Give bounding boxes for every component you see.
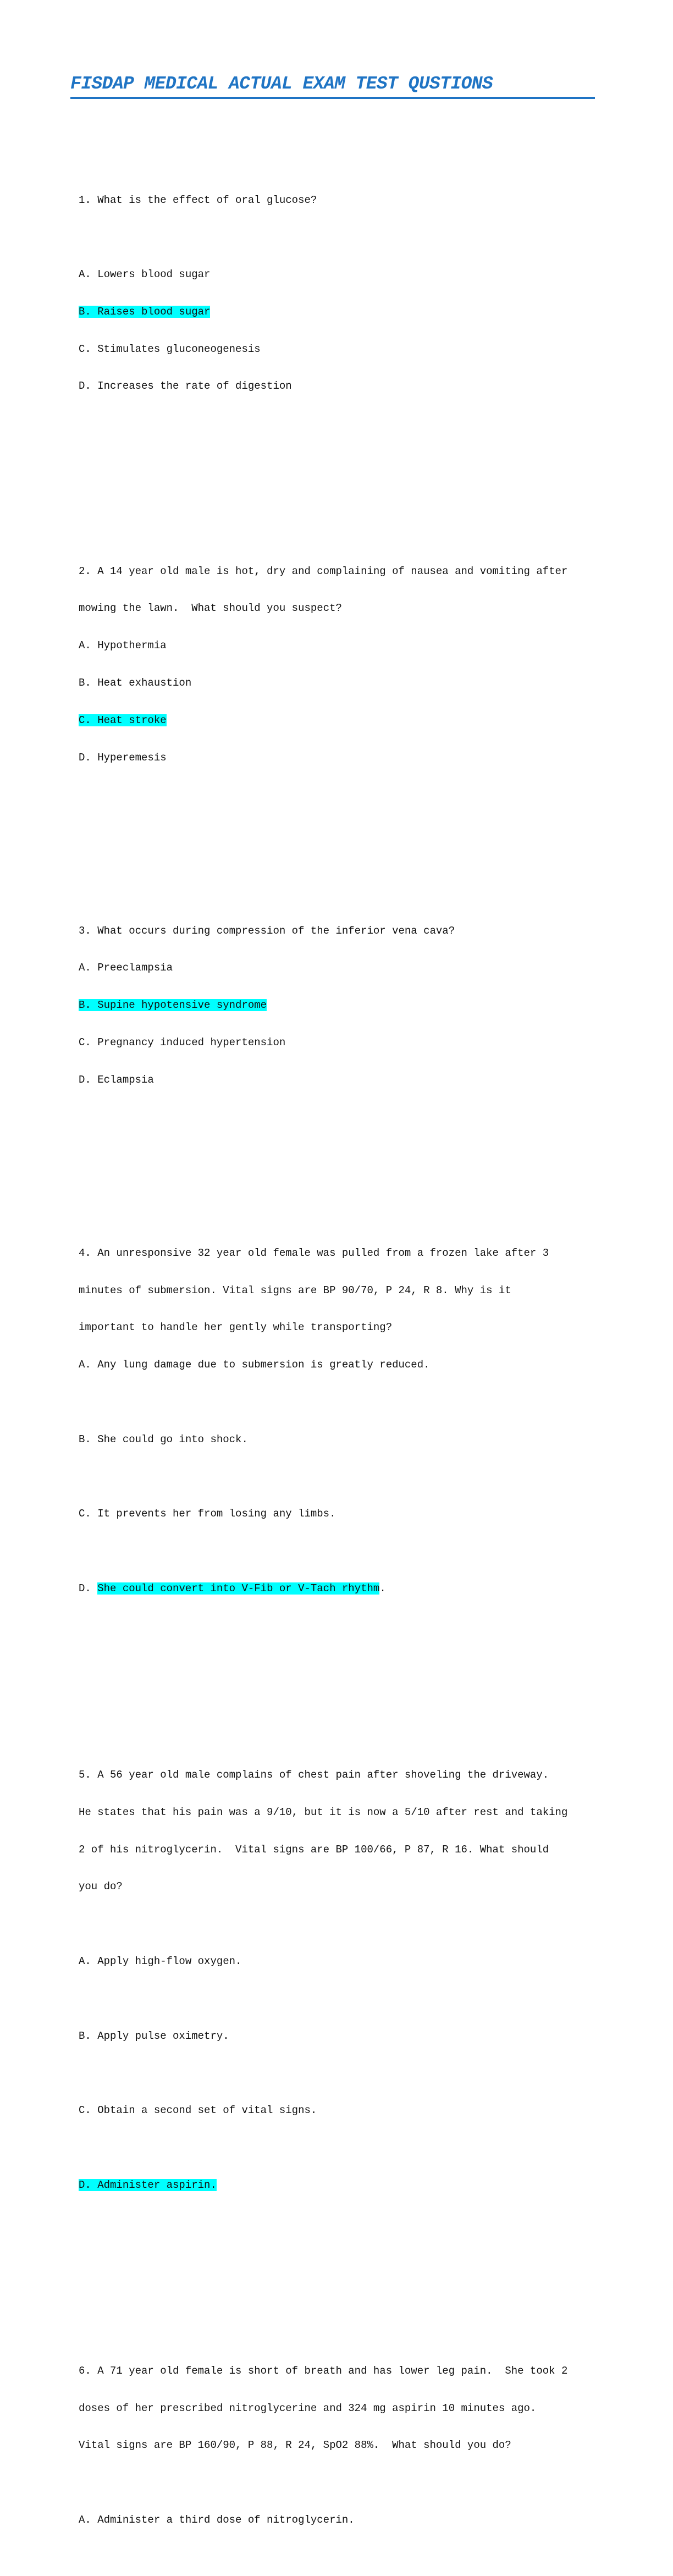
correct-answer-option: D. Administer aspirin. [79,2178,217,2191]
question-stem: 2. A 14 year old male is hot, dry and complaining of nausea and vomiting after [79,565,568,577]
answer-option: D. Increases the rate of digestion [79,380,292,393]
question-stem: 6. A 71 year old female is short of breath and has lower leg pain. She took 2 [79,2364,568,2377]
answer-option: C. Pregnancy induced hypertension [79,1036,286,1049]
question-1 [79,169,595,417]
question-6 [79,2340,595,2551]
answer-option: A. Preeclampsia [79,962,173,974]
document-title: FISDAP MEDICAL ACTUAL EXAM TEST QUSTIONS [70,71,595,99]
answer-option: A. Hypothermia [79,639,167,652]
question-stem: doses of her prescribed nitroglycerine and 324 mg aspirin 10 minutes ago. [79,2402,537,2414]
correct-answer-option: B. Supine hypotensive syndrome [79,999,267,1012]
correct-answer-option: D. She could convert into V-Fib or V-Tach rhythm. [79,1582,386,1595]
answer-option: B. Heat exhaustion [79,676,192,689]
question-stem: mowing the lawn. What should you suspect? [79,602,342,615]
answer-option: D. Hyperemesis [79,751,167,764]
correct-answer-option: B. Raises blood sugar [79,305,211,318]
answer-option: D. Eclampsia [79,1073,154,1086]
question-5 [79,1744,595,2216]
answer-option: A. Any lung damage due to submersion is greatly reduced. [79,1359,430,1371]
question-stem: you do? [79,1880,123,1893]
question-stem: 3. What occurs during compression of the inferior vena cava? [79,924,455,937]
question-list [79,119,595,2576]
question-stem: He states that his pain was a 9/10, but it is now a 5/10 after rest and taking [79,1806,568,1818]
answer-option: B. She could go into shock. [79,1433,248,1446]
correct-answer-option: C. Heat stroke [79,714,167,726]
question-stem: Vital signs are BP 160/90, P 88, R 24, SpO2 88%. What should you do? [79,2439,511,2452]
question-stem: 5. A 56 year old male complains of chest pain after shoveling the driveway. [79,1769,549,1781]
answer-option: C. Stimulates gluconeogenesis [79,343,261,355]
answer-highlight: She could convert into V-Fib or V-Tach rhythm [97,1582,380,1595]
answer-option: A. Apply high-flow oxygen. [79,1955,242,1967]
question-stem: minutes of submersion. Vital signs are BP 90/70, P 24, R 8. Why is it [79,1284,511,1297]
answer-option: A. Administer a third dose of nitroglycerin. [79,2513,355,2526]
question-stem: 1. What is the effect of oral glucose? [79,194,317,206]
answer-option: B. Apply pulse oximetry. [79,2029,229,2042]
question-stem: important to handle her gently while transporting? [79,1321,393,1334]
question-3 [79,900,595,1111]
question-stem: 4. An unresponsive 32 year old female was pulled from a frozen lake after 3 [79,1246,549,1259]
answer-option: C. Obtain a second set of vital signs. [79,2104,317,2117]
question-2 [79,540,595,788]
answer-option: A. Lowers blood sugar [79,268,211,281]
question-stem: 2 of his nitroglycerin. Vital signs are BP 100/66, P 87, R 16. What should [79,1843,549,1856]
question-4 [79,1222,595,1620]
answer-option: C. It prevents her from losing any limbs. [79,1508,336,1520]
